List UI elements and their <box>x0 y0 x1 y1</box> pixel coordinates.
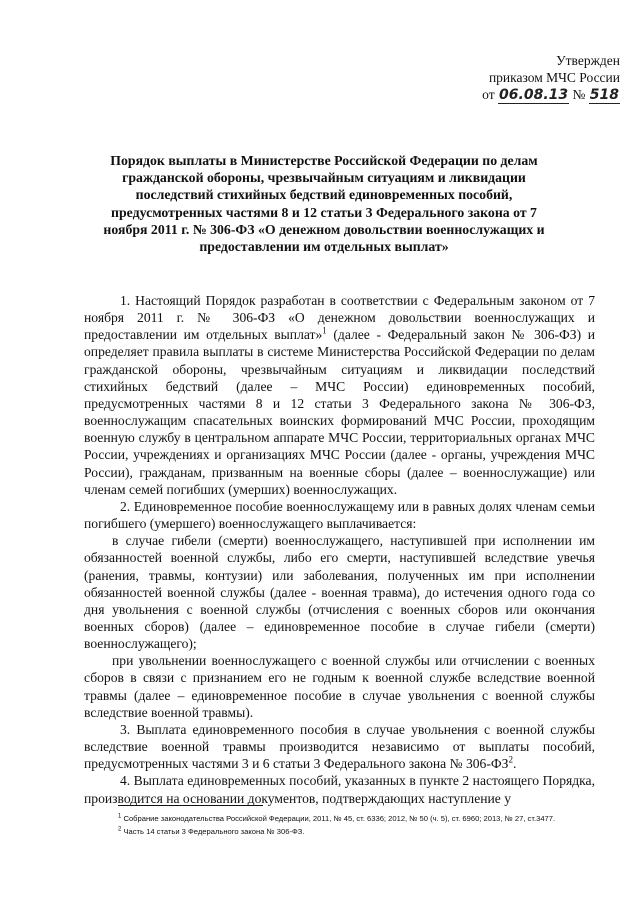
approval-date-prefix: от <box>482 87 495 102</box>
approval-stamp-block <box>440 52 620 104</box>
paragraph-1-text-a: 1. Настоящий Порядок разработан в соответствии с Федеральным законом от 7 ноября 2011 г. № 306-ФЗ «О денежном довольствии военнослужащих и предоставлении им отдельных выплат» <box>84 293 595 343</box>
paragraph-1 <box>84 292 595 498</box>
footnote-ref-2: 2 <box>508 754 513 765</box>
footnote-divider <box>118 805 263 806</box>
paragraph-3-text-b: . <box>512 756 517 772</box>
footnote-2-text: Часть 14 статьи 3 Федерального закона № 306-ФЗ. <box>123 827 305 836</box>
approval-number-handwritten: 518 <box>589 87 619 103</box>
approval-date-handwritten: 06.08.13 <box>499 87 569 103</box>
footnote-ref-1: 1 <box>322 325 327 336</box>
paragraph-1-text-b: (далее - Федеральный закон № 306-ФЗ) и определяет правила выплаты в системе Министерства Российской Федерации по делам гражданской обороны, чрезвычайным ситуациям и ликвидации последствий стихийных бедствий (далее – МЧС России) единовременных пособий, предусмотренных частями 8 и 12 статьи 3 Федерального закона № 306-ФЗ, военнослужащим спасательных воинских формирований МЧС России, проходящим военную службу в центральном аппарате МЧС России, территориальных органах МЧС России, учреждениях и организациях МЧС России (далее - органы, учреждения МЧС России), гражданам, призванным на военные сборы (далее – военнослужащие) или членам семей погибших (умерших) военнослужащих. <box>84 327 595 497</box>
footnotes <box>118 812 598 838</box>
approval-line-order: приказом МЧС России <box>488 70 620 85</box>
footnote-1 <box>118 812 598 825</box>
paragraph-3 <box>84 721 595 772</box>
paragraph-2-case-death: в случае гибели (смерти) военнослужащего, наступившей при исполнении им обязанностей военной службы, либо его смерти, наступившей вследствие увечья (ранения, травмы, контузии) или заболевания, полученных им при исполнении обязанностей военной службы (далее - военная травма), до истечения одного года со дня увольнения с военной службы (отчисления с военных сборов или окончания военных сборов) (далее – единовременное пособие в случае гибели (смерти) военнослужащего); <box>84 533 595 652</box>
paragraph-4: 4. Выплата единовременных пособий, указанных в пункте 2 настоящего Порядка, производится на основании документов, подтверждающих наступление у <box>84 773 595 806</box>
approval-line-approved: Утвержден <box>556 53 620 68</box>
document-body <box>84 292 595 807</box>
paragraph-3-text-a: 3. Выплата единовременного пособия в случае увольнения с военной службы вследствие военной травмы производится независимо от выплаты пособий, предусмотренных частями 3 и 6 статьи 3 Федерального закона № 306-ФЗ <box>84 721 595 772</box>
footnote-1-text: Собрание законодательства Российской Федерации, 2011, № 45, ст. 6336; 2012, № 50 (ч. 5), ст. 6960; 2013, № 27, ст.3477. <box>123 814 556 823</box>
document-title: Порядок выплаты в Министерстве Российской Федерации по делам гражданской обороны, чрезвычайным ситуациям и ликвидации последствий стихийных бедствий единовременных пособий, предусмотренных частями 8 и 12 статьи 3 Федерального закона от 7 ноября 2011 г. № 306-ФЗ «О денежном довольствии военнослужащих и предоставлении им отдельных выплат» <box>103 153 545 255</box>
approval-number-prefix: № <box>572 87 586 102</box>
footnote-1-mark: 1 <box>118 813 122 820</box>
approval-line-date-number <box>440 86 620 104</box>
footnote-2-mark: 2 <box>118 826 122 833</box>
footnote-2 <box>118 825 598 838</box>
paragraph-2: 2. Единовременное пособие военнослужащему или в равных долях членам семьи погибшего (умершего) военнослужащего выплачивается: <box>84 498 595 532</box>
paragraph-2-case-discharge: при увольнении военнослужащего с военной службы или отчислении с военных сборов в связи с признанием его не годным к военной службе вследствие военной травмы (далее – единовременное пособие в случае увольнения с военной службы вследствие военной травмы). <box>84 653 595 720</box>
